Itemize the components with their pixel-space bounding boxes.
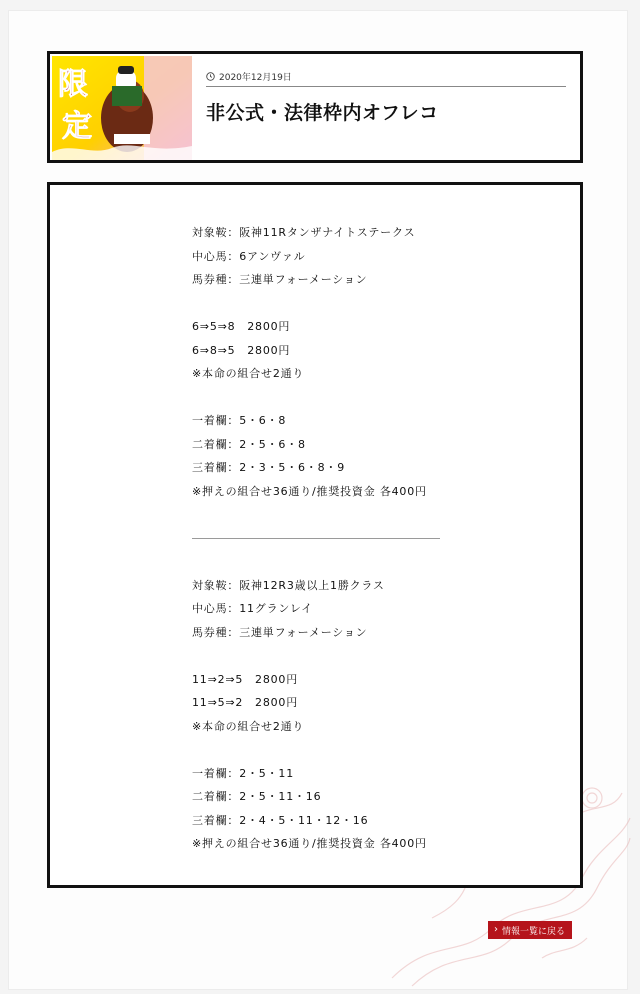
content-line: 三着欄：2・3・5・6・8・9 bbox=[192, 461, 345, 474]
chevron-right-icon: › bbox=[494, 924, 498, 935]
content-line: 二着欄：2・5・6・8 bbox=[192, 437, 306, 451]
content-line: ※押えの組合せ36通り/推奨投資金 各400円 bbox=[192, 484, 427, 498]
content-line: 三着欄：2・4・5・11・12・16 bbox=[192, 813, 369, 827]
post-body bbox=[192, 221, 572, 856]
post-header-card[interactable] bbox=[47, 51, 583, 163]
back-to-list-button[interactable] bbox=[488, 921, 572, 939]
blank-line bbox=[192, 386, 572, 410]
post-content-card bbox=[47, 182, 583, 888]
jockey-banner-image bbox=[52, 56, 192, 160]
content-line: 11⇒5⇒2 2800円 bbox=[192, 696, 299, 709]
clock-icon bbox=[206, 72, 215, 81]
post-date bbox=[206, 70, 292, 83]
blank-line bbox=[192, 644, 572, 668]
content-line: ※本命の組合せ2通り bbox=[192, 367, 305, 380]
content-line: 中心馬：11グランレイ bbox=[192, 602, 313, 615]
content-line: 馬券種：三連単フォーメーション bbox=[192, 625, 368, 639]
blank-line bbox=[192, 292, 572, 316]
blank-line bbox=[192, 550, 572, 574]
back-to-list-label: 情報一覧に戻る bbox=[502, 926, 566, 937]
content-line: ※押えの組合せ36通り/推奨投資金 各400円 bbox=[192, 837, 427, 850]
svg-text:定: 定 bbox=[62, 109, 92, 144]
content-line: 11⇒2⇒5 2800円 bbox=[192, 672, 299, 686]
post-title[interactable]: 非公式・法律枠内オフレコ bbox=[206, 102, 439, 124]
date-divider bbox=[206, 86, 566, 87]
content-line: 二着欄：2・5・11・16 bbox=[192, 790, 322, 803]
content-line: 一着欄：5・6・8 bbox=[192, 414, 287, 427]
content-line: 対象鞍：阪神11Rタンザナイトステークス bbox=[192, 226, 416, 239]
post-thumbnail[interactable] bbox=[52, 56, 192, 160]
content-line: 6⇒8⇒5 2800円 bbox=[192, 343, 291, 357]
post-date-text: 2020年12月19日 bbox=[219, 73, 292, 83]
content-line: 中心馬：6アンヴァル bbox=[192, 249, 306, 263]
svg-text:限: 限 bbox=[58, 67, 88, 102]
content-line: 6⇒5⇒8 2800円 bbox=[192, 320, 291, 333]
content-line: ※本命の組合せ2通り bbox=[192, 719, 305, 733]
blank-line bbox=[192, 503, 572, 527]
section-divider bbox=[192, 527, 572, 551]
content-line: 一着欄：2・5・11 bbox=[192, 766, 294, 780]
blank-line bbox=[192, 738, 572, 762]
content-line: 対象鞍：阪神12R3歳以上1勝クラス bbox=[192, 578, 385, 592]
content-line: 馬券種：三連単フォーメーション bbox=[192, 273, 368, 286]
